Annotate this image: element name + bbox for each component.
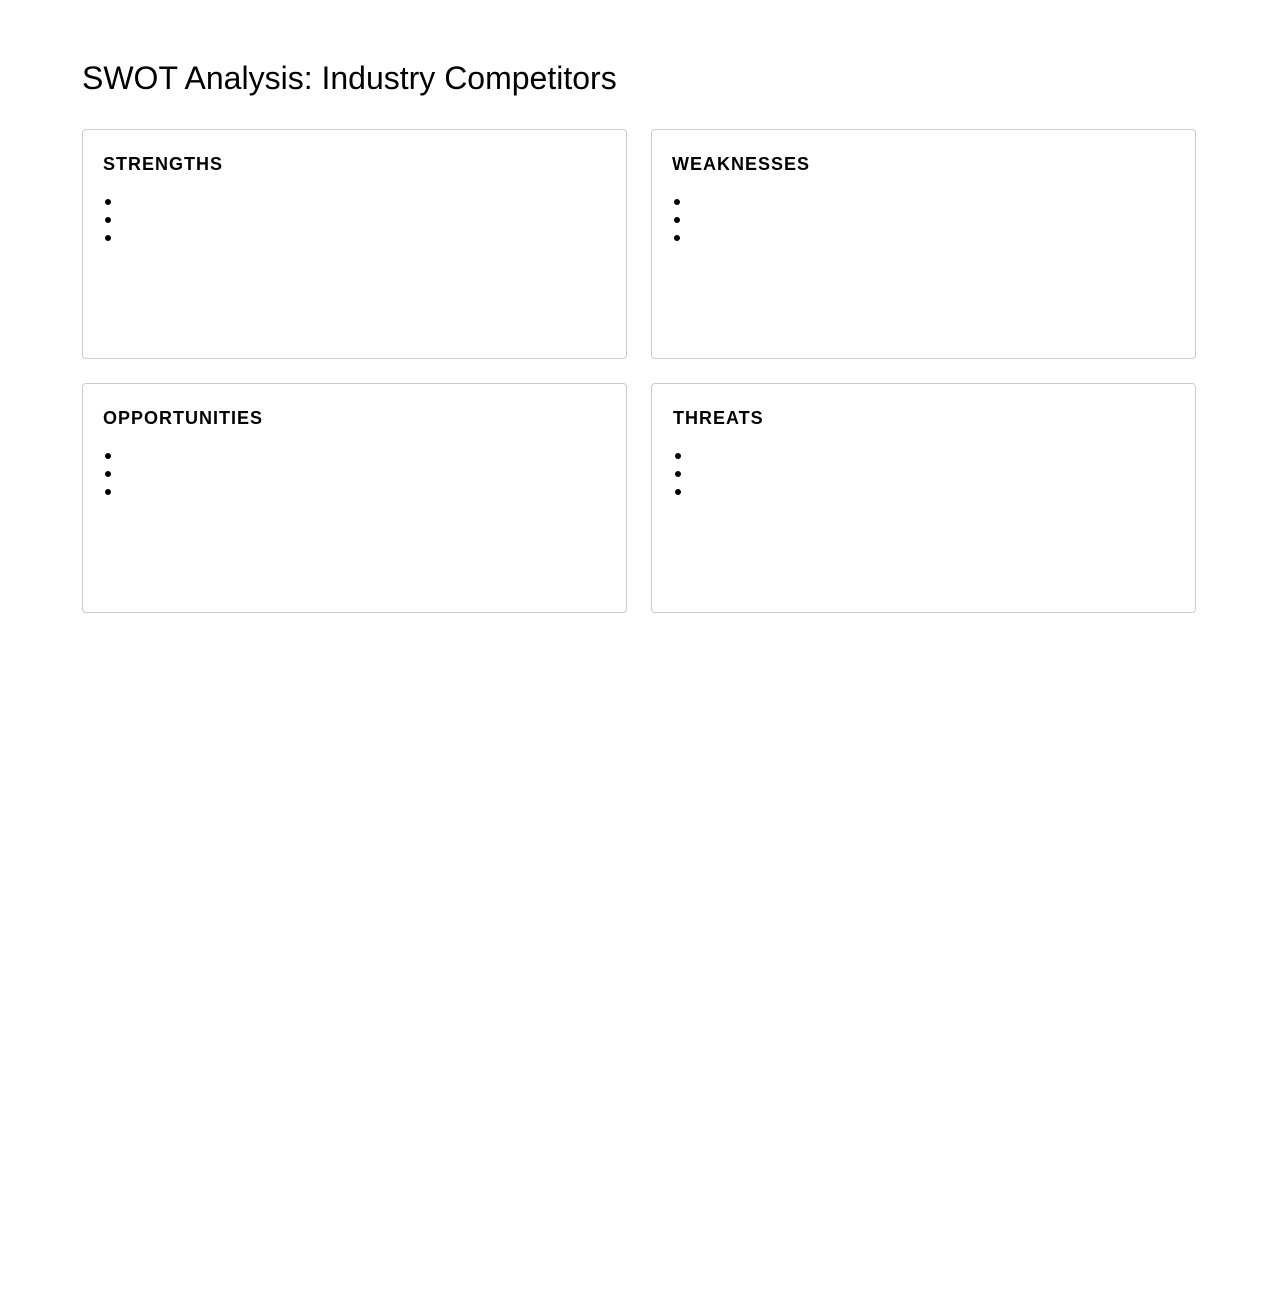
bullet-icon	[105, 235, 111, 241]
bullet-icon	[675, 453, 681, 459]
swot-grid	[82, 129, 1196, 613]
weaknesses-title: WEAKNESSES	[672, 154, 811, 174]
bullet-icon	[674, 199, 680, 205]
list-item	[673, 483, 1175, 501]
bullet-icon	[105, 489, 111, 495]
list-item	[103, 193, 606, 211]
list-item	[103, 465, 606, 483]
list-item	[673, 447, 1175, 465]
threats-card	[651, 383, 1196, 613]
bullet-icon	[674, 217, 680, 223]
bullet-icon	[105, 217, 111, 223]
list-item	[103, 447, 606, 465]
list-item	[672, 229, 1175, 247]
opportunities-title: OPPORTUNITIES	[103, 408, 264, 428]
opportunities-list	[103, 447, 606, 501]
weaknesses-list	[672, 193, 1175, 247]
bullet-icon	[105, 453, 111, 459]
list-item	[672, 211, 1175, 229]
strengths-card	[82, 129, 627, 359]
list-item	[103, 211, 606, 229]
bullet-icon	[105, 199, 111, 205]
bullet-icon	[674, 235, 680, 241]
list-item	[673, 465, 1175, 483]
weaknesses-card	[651, 129, 1196, 359]
strengths-title: STRENGTHS	[103, 154, 224, 174]
strengths-list	[103, 193, 606, 247]
list-item	[672, 193, 1175, 211]
bullet-icon	[675, 471, 681, 477]
page-title: SWOT Analysis: Industry Competitors	[82, 60, 617, 96]
bullet-icon	[675, 489, 681, 495]
threats-list	[673, 447, 1175, 501]
list-item	[103, 229, 606, 247]
opportunities-card	[82, 383, 627, 613]
bullet-icon	[105, 471, 111, 477]
threats-title: THREATS	[673, 408, 764, 428]
list-item	[103, 483, 606, 501]
